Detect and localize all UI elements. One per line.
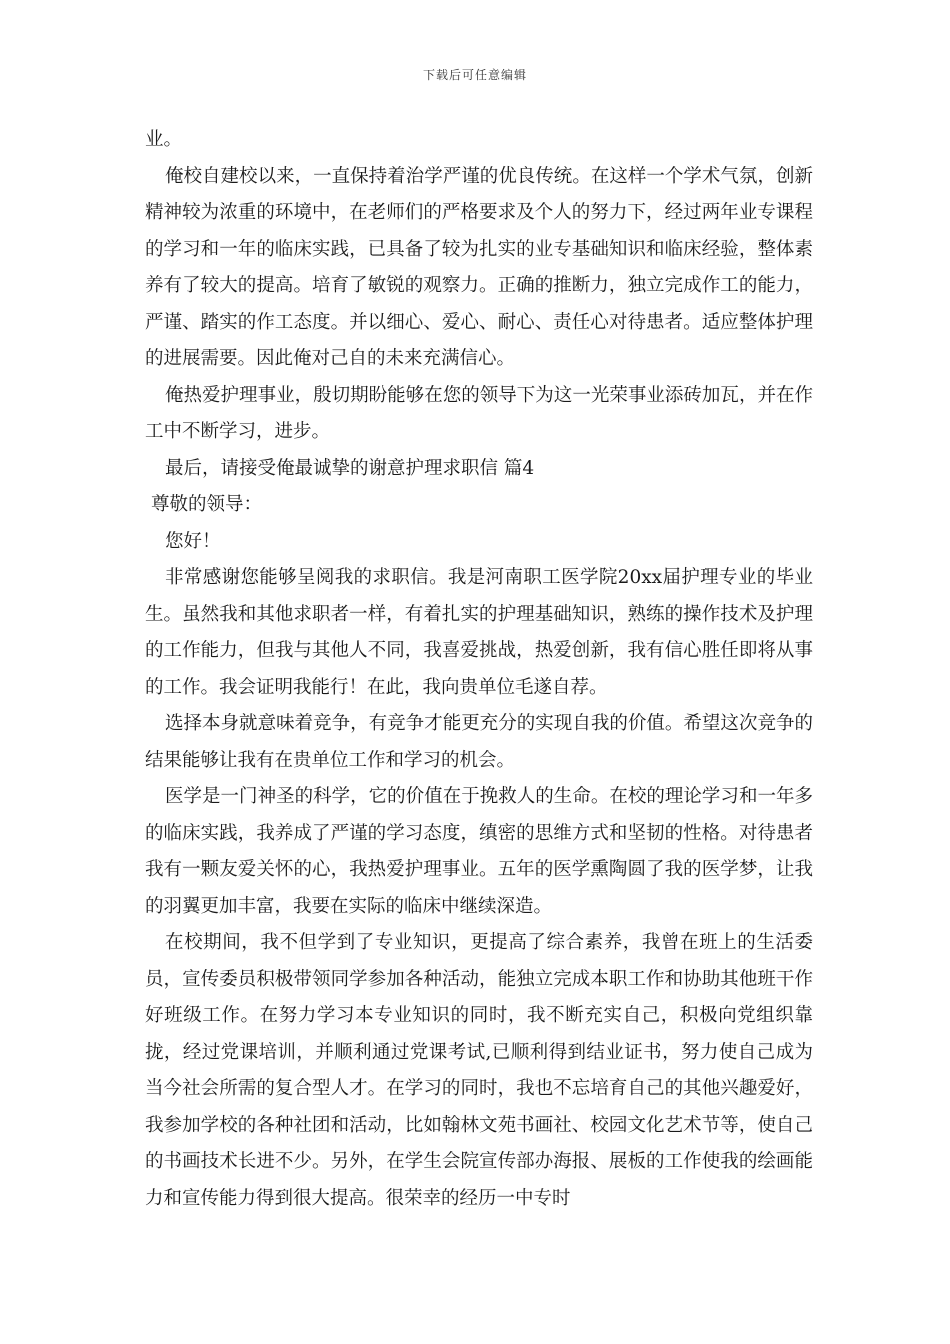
paragraph-school-activities: 在校期间，我不但学到了专业知识，更提高了综合素养，我曾在班上的生活委员，宣传委员积极带领同学参加各种活动，能独立完成本职工作和协助其他班干作好班级工作。在努力学习本专业知识的同时，我不断充实自己，积极向党组织靠拢，经过党课培训，并顺利通过党课考试,已顺利得到结业证书，努力使自己成为当今社会所需的复合型人才。在学习的同时，我也不忘培育自己的其他兴趣爱好，我参加学校的各种社团和活动，比如翰林文苑书画社、校园文化艺术节等，使自己的书画技术长进不少。另外，在学生会院宣传部办海报、展板的工作使我的绘画能力和宣传能力得到很大提高。很荣幸的经历一中专时 xyxy=(145,932,813,1209)
paragraph-career-aspiration: 俺热爱护理事业，殷切期盼能够在您的领导下为这一光荣事业添砖加瓦，并在作工中不断学习，进步。 xyxy=(145,384,813,442)
paragraph-school-background: 俺校自建校以来，一直保持着治学严谨的优良传统。在这样一个学术气氛，创新精神较为浓重的环境中，在老师们的严格要求及个人的努力下，经过两年业专课程的学习和一年的临床实践，已具备了较为扎实的业专基础知识和临床经验，整体素养有了较大的提高。培育了敏锐的观察力。正确的推断力，独立完成作工的能力，严谨、踏实的作工态度。并以细心、爱心、耐心、责任心对待患者。适应整体护理的进展需要。因此俺对己自的未来充满信心。 xyxy=(145,165,813,369)
paragraph-introduction: 非常感谢您能够呈阅我的求职信。我是河南职工医学院20xx届护理专业的毕业生。虽然我和其他求职者一样，有着扎实的护理基础知识，熟练的操作技术及护理的工作能力，但我与其他人不同，我喜爱挑战，热爱创新，我有信心胜任即将从事的工作。我会证明我能行！在此，我向贵单位毛遂自荐。 xyxy=(145,567,813,698)
page-header: 下载后可任意编辑 xyxy=(422,68,527,82)
document-body xyxy=(145,122,813,1217)
paragraph-continuation: 业。 xyxy=(145,129,183,150)
paragraph-medicine: 医学是一门神圣的科学，它的价值在于挽救人的生命。在校的理论学习和一年多的临床实践，我养成了严谨的学习态度，缜密的思维方式和坚韧的性格。对待患者我有一颗友爱关怀的心，我热爱护理事业。五年的医学熏陶圆了我的医学梦，让我的羽翼更加丰富，我要在实际的临床中继续深造。 xyxy=(145,786,813,917)
greeting: 您好！ xyxy=(165,530,221,552)
paragraph-competition: 选择本身就意味着竞争，有竞争才能更充分的实现自我的价值。希望这次竞争的结果能够让我有在贵单位工作和学习的机会。 xyxy=(145,713,813,771)
salutation: 尊敬的领导： xyxy=(151,494,263,515)
paragraph-closing-heading: 最后，请接受俺最诚挚的谢意护理求职信 篇4 xyxy=(165,457,535,479)
